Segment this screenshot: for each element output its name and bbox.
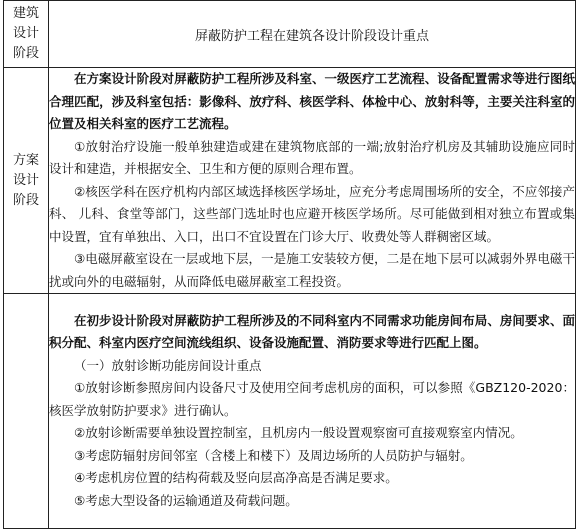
content-paragraph: ①放射治疗设施一般单独建造或建在建筑物底部的一端;放射治疗机房及其辅助设施应同时设计和建造，并根据安全、卫生和方便的原则合理布置。: [49, 138, 575, 176]
stage-header-line: 阶段: [12, 46, 39, 61]
design-stage-table: [3, 0, 576, 529]
stage-label-line: 阶段: [12, 192, 39, 208]
content-paragraph: ⑤考虑大型设备的运输通道及荷载问题。: [74, 492, 298, 508]
stage-label: [4, 68, 49, 294]
stage-header-line: 设计: [12, 26, 39, 41]
content-paragraph: ②核医学科在医疗机构内部区域选择核医学场址，应充分考虑周围场所的安全，不应邻接产科、 儿科、食堂等部门，这些部门选址时也应避开核医学场所。尽可能做到相对独立布置或集中设置，宜有单独出、入口，出口不宜设置在门诊大厅、收费处等人群稠密区域。: [49, 183, 575, 244]
stage-column-header: [4, 1, 49, 68]
stage-label-line: 方案: [12, 152, 39, 168]
stage-content: [49, 68, 576, 294]
stage-header-line: 建筑: [12, 6, 39, 21]
summary-paragraph: 在初步设计阶段对屏蔽防护工程所涉及的不同科室内不同需求功能房间布局、房间要求、面积分配、科室内医疗空间流线组织、设备设施配置、消防要求等进行匹配上图。: [49, 312, 575, 351]
stage-content: [49, 294, 576, 529]
content-paragraph: ③电磁屏蔽室设在一层或地下层，一是施工安装较方便，二是在地下层可以减弱外界电磁干扰或向外的电磁辐射，从而降低电磁屏蔽室工程投资。: [49, 251, 575, 289]
table-row: [4, 68, 576, 294]
table-header-row: [4, 1, 576, 68]
content-paragraph: ④考虑机房位置的结构荷载及竖向层高净高是否满足要求。: [74, 470, 398, 486]
section-heading: （一）放射诊断功能房间设计重点: [74, 357, 262, 373]
summary-paragraph: 在方案设计阶段对屏蔽防护工程所涉及科室、一级医疗工艺流程、设备配置需求等进行图纸合理匹配，涉及科室包括：影像科、放疗科、核医学科、体检中心、放射科等，主要关注科室的位置及相关科室的医疗工艺流程。: [49, 71, 575, 131]
content-paragraph: ②放射诊断需要单独设置控制室，且机房内一般设置观察窗可直接观察室内情况。: [74, 425, 523, 441]
content-paragraph: ①放射诊断参照房间内设备尺寸及使用空间考虑机房的面积，可以参照《GBZ120-2020：核医学放射防护要求》进行确认。: [49, 380, 575, 418]
table-row: [4, 294, 576, 529]
table-title: 屏蔽防护工程在建筑各设计阶段设计重点: [49, 1, 576, 68]
content-paragraph: ③考虑防辐射房间邻室（含楼上和楼下）及周边场所的人员防护与辐射。: [74, 447, 473, 463]
stage-label-line: 设计: [12, 172, 39, 188]
stage-label: [4, 294, 49, 529]
